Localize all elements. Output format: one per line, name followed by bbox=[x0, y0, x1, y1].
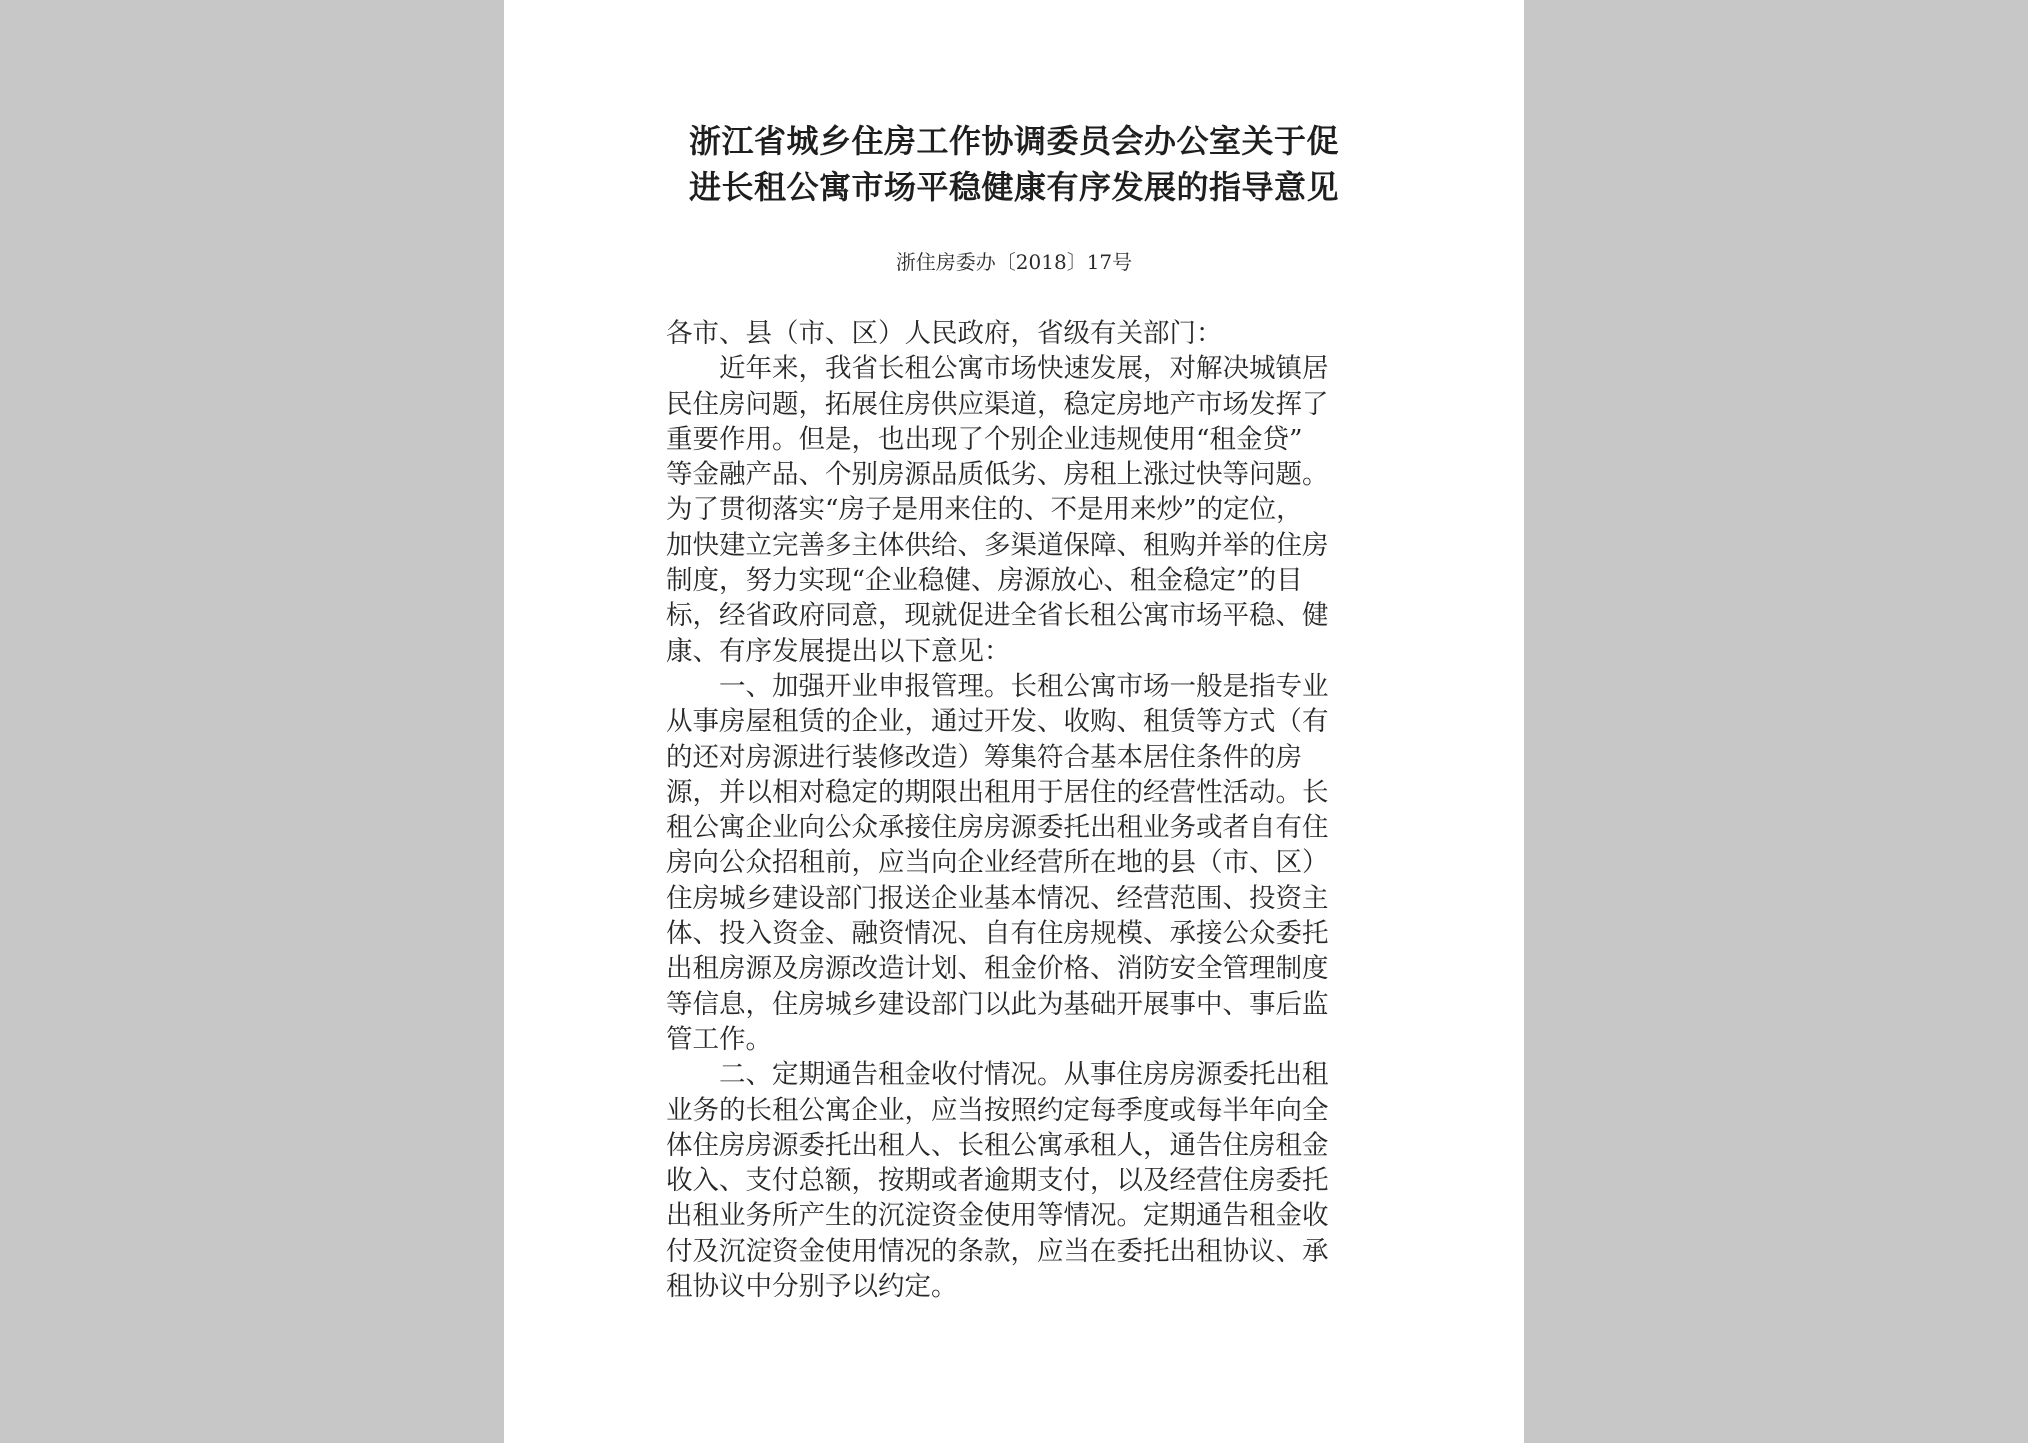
body-line: 体住房房源委托出租人、长租公寓承租人，通告住房租金 bbox=[666, 1129, 1329, 1161]
body-line: 出租业务所产生的沉淀资金使用等情况。定期通告租金收 bbox=[666, 1200, 1329, 1232]
body-line: 体、投入资金、融资情况、自有住房规模、承接公众委托 bbox=[666, 918, 1329, 950]
body-line: 民住房问题，拓展住房供应渠道，稳定房地产市场发挥了 bbox=[666, 388, 1329, 420]
body-line: 住房城乡建设部门报送企业基本情况、经营范围、投资主 bbox=[666, 882, 1329, 914]
document-number: 浙住房委办〔2018〕17号 bbox=[895, 250, 1133, 274]
title-line: 浙江省城乡住房工作协调委员会办公室关于促 bbox=[688, 122, 1339, 160]
document-title bbox=[504, 118, 1524, 210]
title-line: 进长租公寓市场平稳健康有序发展的指导意见 bbox=[688, 168, 1339, 206]
body-line: 一、加强开业申报管理。长租公寓市场一般是指专业 bbox=[719, 670, 1329, 702]
body-line: 房向公众招租前，应当向企业经营所在地的县（市、区） bbox=[666, 847, 1329, 879]
body-line: 标，经省政府同意，现就促进全省长租公寓市场平稳、健 bbox=[666, 600, 1329, 632]
body-line: 源，并以相对稳定的期限出租用于居住的经营性活动。长 bbox=[666, 776, 1329, 808]
body-line: 业务的长租公寓企业，应当按照约定每季度或每半年向全 bbox=[666, 1094, 1329, 1126]
body-line: 康、有序发展提出以下意见： bbox=[666, 635, 1011, 667]
body-line: 付及沉淀资金使用情况的条款，应当在委托出租协议、承 bbox=[666, 1235, 1329, 1267]
body-line: 等金融产品、个别房源品质低劣、房租上涨过快等问题。 bbox=[666, 459, 1329, 491]
body-line: 的还对房源进行装修改造）筹集符合基本居住条件的房 bbox=[666, 741, 1302, 773]
body-line: 管工作。 bbox=[666, 1023, 772, 1055]
body-line: 加快建立完善多主体供给、多渠道保障、租购并举的住房 bbox=[666, 529, 1329, 561]
body-line: 重要作用。但是，也出现了个别企业违规使用“租金贷” bbox=[666, 423, 1303, 455]
body-line: 租协议中分别予以约定。 bbox=[666, 1271, 958, 1303]
body-line: 从事房屋租赁的企业，通过开发、收购、租赁等方式（有 bbox=[666, 706, 1329, 738]
body-line: 出租房源及房源改造计划、租金价格、消防安全管理制度 bbox=[666, 953, 1329, 985]
body-line: 二、定期通告租金收付情况。从事住房房源委托出租 bbox=[719, 1059, 1329, 1091]
body-line: 等信息，住房城乡建设部门以此为基础开展事中、事后监 bbox=[666, 988, 1329, 1020]
body-line: 制度，努力实现“企业稳健、房源放心、租金稳定”的目 bbox=[666, 565, 1303, 597]
body-line: 收入、支付总额，按期或者逾期支付，以及经营住房委托 bbox=[666, 1165, 1329, 1197]
body-line: 租公寓企业向公众承接住房房源委托出租业务或者自有住 bbox=[666, 812, 1329, 844]
document-page bbox=[504, 0, 1524, 1443]
document-body bbox=[666, 316, 1356, 1304]
body-line: 为了贯彻落实“房子是用来住的、不是用来炒”的定位， bbox=[666, 494, 1303, 526]
body-line: 各市、县（市、区）人民政府，省级有关部门： bbox=[666, 318, 1223, 349]
body-line: 近年来，我省长租公寓市场快速发展，对解决城镇居 bbox=[719, 353, 1329, 385]
